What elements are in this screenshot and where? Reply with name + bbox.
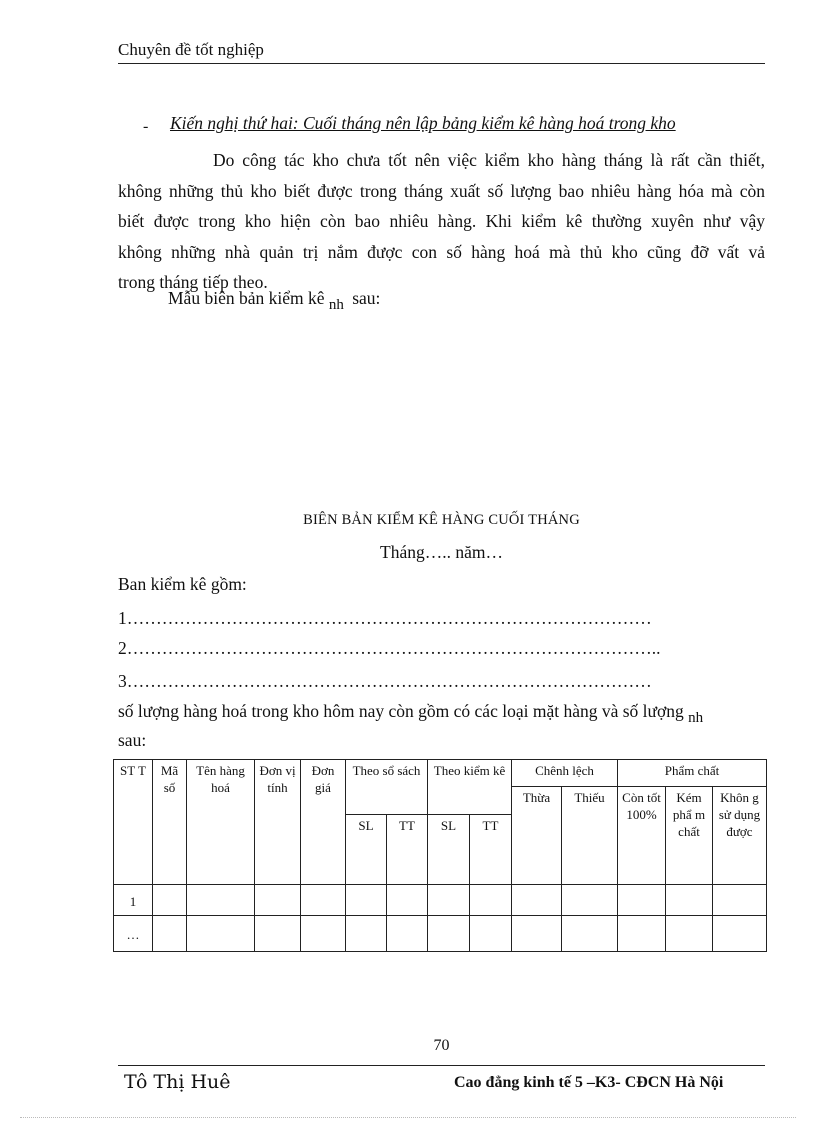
section-heading: Kiến nghị thứ hai: Cuối tháng nên lập bảng kiểm kê hàng hoá trong kho bbox=[170, 113, 676, 133]
paragraph-line: biết được trong kho hiện còn bao nhiêu hàng. Khi kiểm kê thường xuyên như vậy bbox=[118, 211, 765, 231]
table-cell bbox=[512, 885, 562, 916]
table-cell bbox=[346, 916, 387, 952]
footer-school: Cao đẳng kinh tế 5 –K3- CĐCN Hà Nội bbox=[454, 1074, 724, 1091]
table-cell bbox=[512, 916, 562, 952]
member-line-3: 3……………………………………………………………………………… bbox=[118, 671, 652, 691]
table-cell bbox=[666, 916, 713, 952]
table-cell bbox=[153, 885, 187, 916]
footer-author: Tô Thị Huê bbox=[124, 1071, 231, 1093]
header-tt-so-sach: TT bbox=[387, 815, 428, 885]
header-ma-so: Mã số bbox=[153, 760, 187, 885]
header-kem-pham-chat: Kém phẩ m chất bbox=[666, 787, 713, 885]
stock-line-text: số lượng hàng hoá trong kho hôm nay còn gồm có các loại mặt hàng và số lượng bbox=[118, 701, 684, 721]
table-cell bbox=[153, 916, 187, 952]
table-row bbox=[114, 916, 767, 952]
sample-intro-end: sau: bbox=[352, 288, 381, 308]
table-cell bbox=[618, 885, 666, 916]
paragraph-line: không những thủ kho biết được trong tháng xuất số lượng bao nhiêu hàng hóa mà còn bbox=[118, 180, 765, 201]
page-number: 70 bbox=[433, 1037, 450, 1054]
table-cell bbox=[346, 885, 387, 916]
table-cell bbox=[301, 916, 346, 952]
page-bottom-border bbox=[20, 1117, 796, 1118]
table-cell bbox=[562, 885, 618, 916]
body-paragraph bbox=[118, 145, 765, 298]
table-cell bbox=[187, 916, 255, 952]
table-cell bbox=[562, 916, 618, 952]
header-ten-hang: Tên hàng hoá bbox=[187, 760, 255, 885]
table-cell bbox=[255, 885, 301, 916]
footer-rule bbox=[118, 1065, 765, 1066]
report-month-line: Tháng….. năm… bbox=[380, 542, 503, 562]
row-stt: … bbox=[114, 916, 153, 952]
header-thua: Thừa bbox=[512, 787, 562, 885]
paragraph-line: trong tháng tiếp theo. bbox=[118, 272, 268, 292]
stock-line-sub: nh bbox=[688, 710, 704, 726]
bullet-marker: - bbox=[143, 118, 149, 135]
member-line-1: 1……………………………………………………………………………… bbox=[118, 608, 652, 628]
header-tt-kiem-ke: TT bbox=[470, 815, 512, 885]
paragraph-line: không những nhà quản trị nắm được con số hàng hoá mà thủ kho cũng đỡ vất vả bbox=[118, 241, 765, 262]
header-con-tot: Còn tốt 100% bbox=[618, 787, 666, 885]
table-cell bbox=[428, 885, 470, 916]
table-cell bbox=[187, 885, 255, 916]
table-cell bbox=[470, 885, 512, 916]
sample-intro-text: Mẫu biên bản kiểm kê bbox=[168, 288, 325, 308]
paragraph-line: Do công tác kho chưa tốt nên việc kiểm kho hàng tháng là rất cần thiết, bbox=[213, 150, 765, 170]
sample-intro-sub: nh bbox=[328, 297, 344, 313]
header-sl-so-sach: SL bbox=[346, 815, 387, 885]
table-cell bbox=[713, 885, 767, 916]
sample-intro-line bbox=[168, 288, 381, 313]
inventory-table bbox=[113, 759, 767, 952]
member-line-2: 2……………………………………………………………………………….. bbox=[118, 638, 661, 658]
table-cell bbox=[470, 916, 512, 952]
header-don-gia: Đơn giá bbox=[301, 760, 346, 885]
committee-label: Ban kiểm kê gồm: bbox=[118, 574, 247, 594]
report-title: BIÊN BẢN KIỂM KÊ HÀNG CUỐI THÁNG bbox=[303, 512, 580, 528]
table-row bbox=[114, 885, 767, 916]
header-don-vi: Đơn vị tính bbox=[255, 760, 301, 885]
row-stt: 1 bbox=[114, 885, 153, 916]
table-cell bbox=[387, 916, 428, 952]
table-cell bbox=[301, 885, 346, 916]
header-thieu: Thiếu bbox=[562, 787, 618, 885]
table-cell bbox=[387, 885, 428, 916]
header-chenh-lech: Chênh lệch bbox=[512, 760, 618, 787]
header-rule bbox=[118, 63, 765, 64]
stock-line-end: sau: bbox=[118, 730, 147, 750]
table-cell bbox=[618, 916, 666, 952]
stock-line bbox=[118, 701, 704, 726]
table-cell bbox=[428, 916, 470, 952]
header-khong-su-dung: Khôn g sử dụng được bbox=[713, 787, 767, 885]
table-cell bbox=[713, 916, 767, 952]
table-cell bbox=[255, 916, 301, 952]
table-cell bbox=[666, 885, 713, 916]
header-theo-so-sach: Theo sổ sách bbox=[346, 760, 428, 815]
header-pham-chat: Phẩm chất bbox=[618, 760, 767, 787]
header-stt: ST T bbox=[114, 760, 153, 885]
header-theo-kiem-ke: Theo kiểm kê bbox=[428, 760, 512, 815]
header-title: Chuyên đề tốt nghiệp bbox=[118, 40, 264, 59]
header-sl-kiem-ke: SL bbox=[428, 815, 470, 885]
